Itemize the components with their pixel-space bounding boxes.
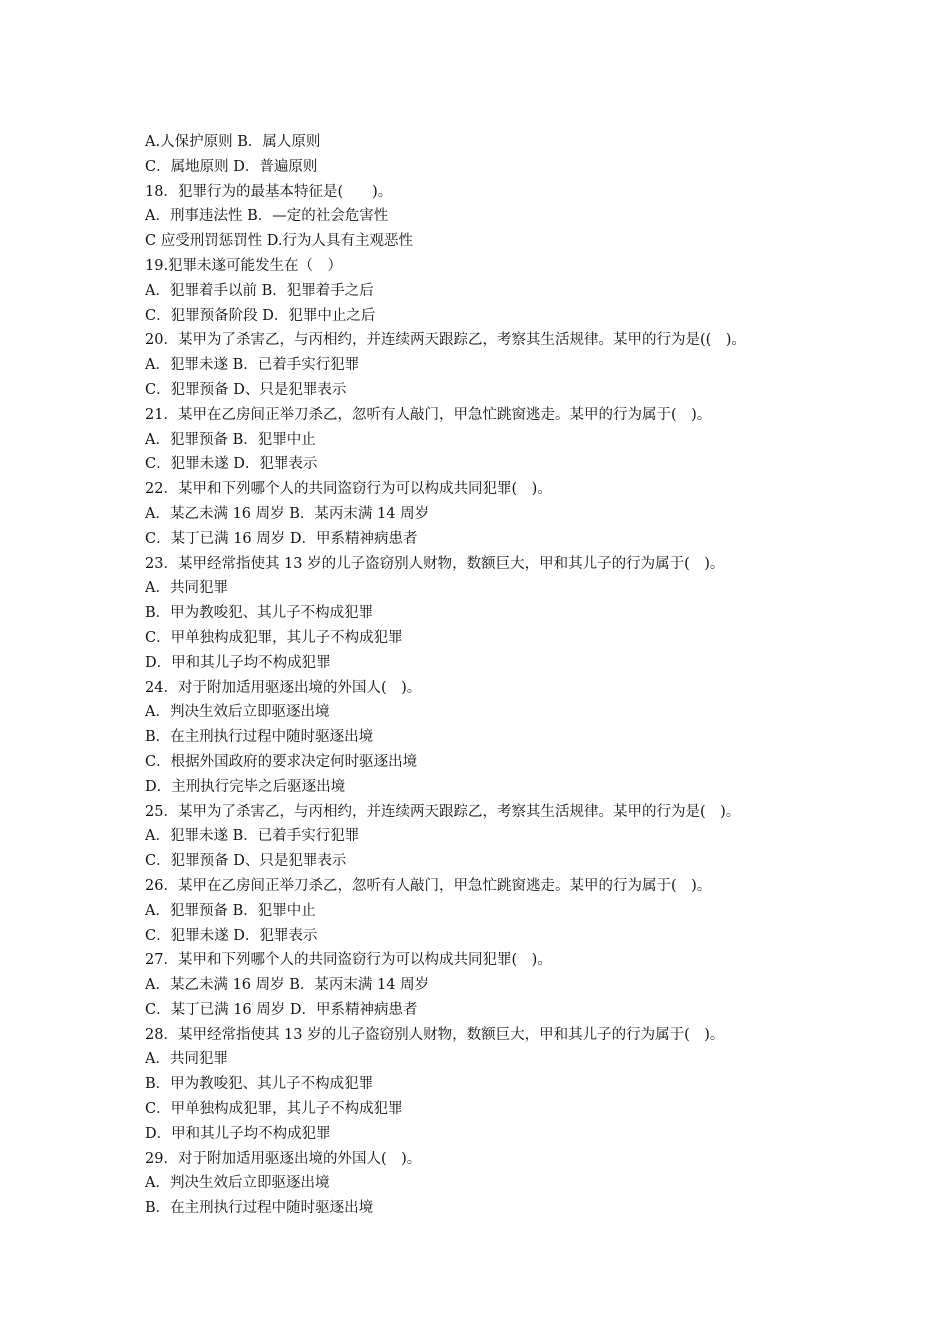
option-line: C．犯罪预备 D、只是犯罪表示 bbox=[145, 381, 347, 398]
option-line: A．某乙未满 16 周岁 B．某丙末满 14 周岁 bbox=[145, 505, 430, 522]
option-line: C．某丁已满 16 周岁 D．甲系精神病患者 bbox=[145, 530, 418, 547]
question-line: 22．某甲和下列哪个人的共同盗窃行为可以构成共同犯罪( )。 bbox=[145, 481, 552, 498]
option-line: A．判决生效后立即驱逐出境 bbox=[145, 704, 330, 721]
document-body bbox=[145, 130, 845, 1221]
option-line: D．甲和其儿子均不构成犯罪 bbox=[145, 654, 331, 671]
option-line: C．犯罪预备阶段 D．犯罪中止之后 bbox=[145, 307, 376, 324]
option-line: A．犯罪未遂 B．已着手实行犯罪 bbox=[145, 357, 360, 374]
option-line: D．主刑执行完毕之后驱逐出境 bbox=[145, 778, 346, 795]
option-line: D．甲和其儿子均不构成犯罪 bbox=[145, 1125, 331, 1142]
question-line: 23．某甲经常指使其 13 岁的儿子盗窃别人财物，数额巨大，甲和其儿子的行为属于( )。 bbox=[145, 555, 725, 572]
question-line: 29．对于附加适用驱逐出境的外国人( )。 bbox=[145, 1150, 422, 1167]
option-line: C．犯罪预备 D、只是犯罪表示 bbox=[145, 853, 347, 870]
question-line: 18．犯罪行为的最基本特征是( )。 bbox=[145, 183, 393, 200]
option-line: C．某丁已满 16 周岁 D．甲系精神病患者 bbox=[145, 1001, 418, 1018]
option-line: C．甲单独构成犯罪，其儿子不构成犯罪 bbox=[145, 629, 403, 646]
option-line: B．在主刑执行过程中随时驱逐出境 bbox=[145, 729, 374, 746]
text-line: C．属地原则 D．普遍原则 bbox=[145, 158, 318, 175]
question-line: 26．某甲在乙房间正举刀杀乙，忽听有人敲门，甲急忙跳窗逃走。某甲的行为属于( )。 bbox=[145, 877, 712, 894]
option-line: C 应受刑罚惩罚性 D.行为人具有主观恶性 bbox=[145, 233, 414, 250]
text-line: A.人保护原则 B．属人原则 bbox=[145, 134, 321, 150]
option-line: B．甲为教唆犯、其儿子不构成犯罪 bbox=[145, 1076, 374, 1093]
option-line: A．刑事违法性 B．—定的社会危害性 bbox=[145, 208, 389, 225]
question-line: 27．某甲和下列哪个人的共同盗窃行为可以构成共同犯罪( )。 bbox=[145, 952, 552, 969]
option-line: C．犯罪未遂 D．犯罪表示 bbox=[145, 456, 318, 473]
option-line: A．判决生效后立即驱逐出境 bbox=[145, 1175, 330, 1192]
option-line: B．在主刑执行过程中随时驱逐出境 bbox=[145, 1200, 374, 1217]
option-line: A．共同犯罪 bbox=[145, 580, 228, 597]
option-line: A．某乙未满 16 周岁 B．某丙末满 14 周岁 bbox=[145, 977, 430, 994]
option-line: A．共同犯罪 bbox=[145, 1051, 228, 1068]
option-line: C．根据外国政府的要求决定何时驱逐出境 bbox=[145, 753, 418, 770]
option-line: A．犯罪预备 B．犯罪中止 bbox=[145, 431, 316, 448]
option-line: B．甲为教唆犯、其儿子不构成犯罪 bbox=[145, 605, 374, 622]
option-line: A．犯罪着手以前 B．犯罪着手之后 bbox=[145, 282, 374, 299]
question-line: 24．对于附加适用驱逐出境的外国人( )。 bbox=[145, 679, 422, 696]
question-line: 28．某甲经常指使其 13 岁的儿子盗窃别人财物，数额巨大，甲和其儿子的行为属于( )。 bbox=[145, 1026, 725, 1043]
question-line: 20．某甲为了杀害乙，与丙相约，并连续两天跟踪乙，考察其生活规律。某甲的行为是(( )。 bbox=[145, 332, 746, 349]
option-line: A．犯罪未遂 B．已着手实行犯罪 bbox=[145, 828, 360, 845]
question-line: 21．某甲在乙房间正举刀杀乙，忽听有人敲门，甲急忙跳窗逃走。某甲的行为属于( )。 bbox=[145, 406, 712, 423]
question-line: 19.犯罪未遂可能发生在（ ） bbox=[145, 257, 343, 274]
option-line: C．犯罪未遂 D．犯罪表示 bbox=[145, 927, 318, 944]
option-line: A．犯罪预备 B．犯罪中止 bbox=[145, 902, 316, 919]
option-line: C．甲单独构成犯罪，其儿子不构成犯罪 bbox=[145, 1101, 403, 1118]
question-line: 25．某甲为了杀害乙，与丙相约，并连续两天跟踪乙，考察其生活规律。某甲的行为是( )。 bbox=[145, 803, 741, 820]
